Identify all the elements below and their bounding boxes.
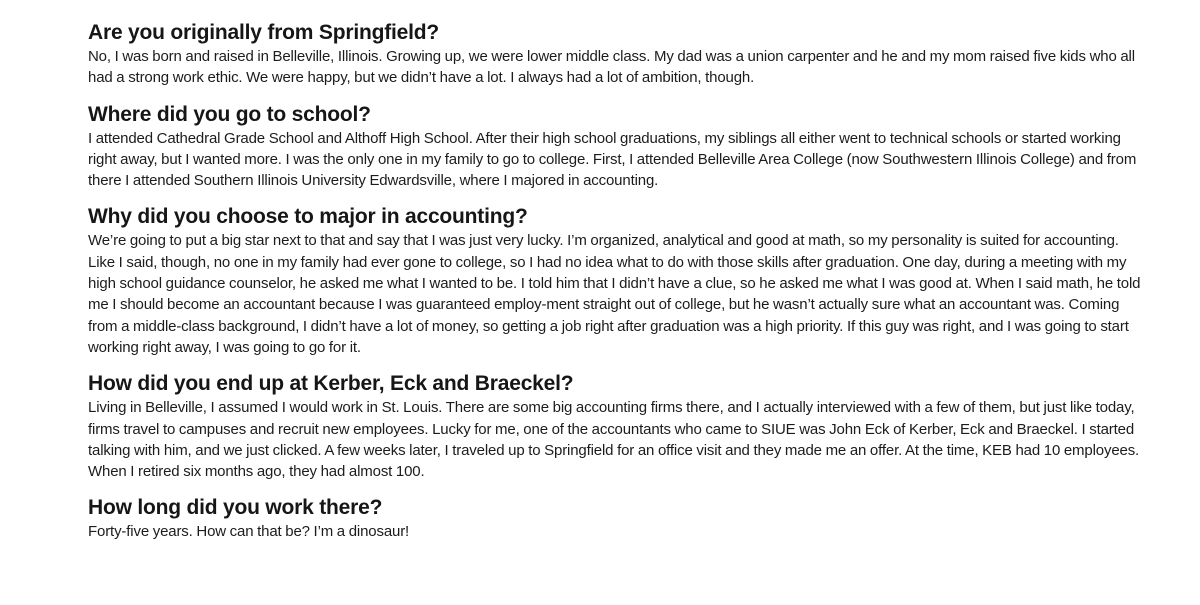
qa-block-tenure [88,495,1148,542]
answer-paragraph: I attended Cathedral Grade School and Althoff High School. After their high school graduations, my siblings all either went to technical schools or started working right away, but I wanted more. I was the only one in my family to go to college. First, I attended Belleville Area College (now Southwestern Illinois College) and from there I attended Southern Illinois University Edwardsville, where I majored in accounting. [88,129,1137,190]
answer-paragraph: No, I was born and raised in Belleville, Illinois. Growing up, we were lower middle class. My dad was a union carpenter and he and my mom raised five kids who all had a strong work ethic. We were happy, but we didn’t have a lot. I always had a lot of ambition, though. [88,48,1135,87]
qa-block-accounting [88,204,1148,358]
qa-block-origin [88,20,1148,89]
question-heading: Why did you choose to major in accounting? [88,205,528,229]
qa-block-keb [88,371,1148,482]
question-heading: How did you end up at Kerber, Eck and Braeckel? [88,372,574,396]
answer-paragraph: Living in Belleville, I assumed I would work in St. Louis. There are some big accounting firms there, and I actually interviewed with a few of them, but just like today, firms travel to campuses and recruit new employees. Lucky for me, one of the accountants who came to SIUE was John Eck of Kerber, Eck and Braeckel. I started talking with him, and we just clicked. A few weeks later, I traveled up to Springfield for an office visit and they made me an offer. At the time, KEB had 10 employees. When I retired six months ago, they had almost 100. [88,399,1140,481]
answer-paragraph: We’re going to put a big star next to that and say that I was just very lucky. I’m organized, analytical and good at math, so my personality is suited for accounting. Like I said, though, no one in my family had ever gone to college, so I had no idea what to do with those skills after graduation. One day, during a meeting with my high school guidance counselor, he asked me what I wanted to be. I told him that I didn’t have a clue, so he asked me what I was good at. When I said math, he told me I should become an accountant because I was guaranteed employ-ment straight out of college, but he wasn’t actually sure what an accountant was. Coming from a middle-class background, I didn’t have a lot of money, so getting a job right after graduation was a high priority. If this guy was right, and I was going to start working right away, I was going to go for it. [88,232,1141,356]
answer-paragraph: Forty-five years. How can that be? I’m a dinosaur! [88,523,410,541]
question-heading: How long did you work there? [88,496,383,520]
interview-article [88,20,1148,556]
qa-block-school [88,102,1148,192]
question-heading: Where did you go to school? [88,102,371,126]
question-heading: Are you originally from Springfield? [88,21,439,44]
